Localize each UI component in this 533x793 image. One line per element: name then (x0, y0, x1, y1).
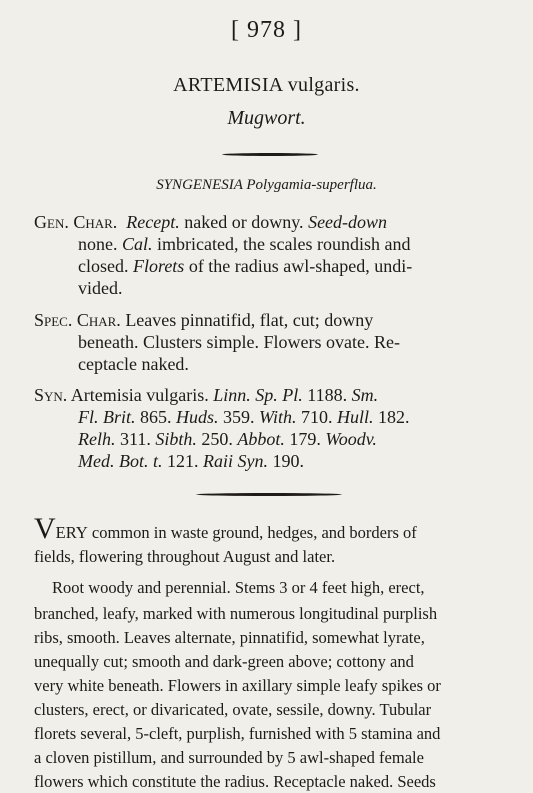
gen-char-line-2: none. Cal. imbricated, the scales roundish and (78, 234, 411, 254)
body-line-8: clusters, erect, or divaricated, ovate, sessile, downy. Tubular (34, 700, 432, 719)
syn-segment: Fl. Brit. (78, 407, 136, 427)
syn-segment: Hull. (337, 407, 374, 427)
syn-segment: Med. Bot. t. (78, 451, 163, 471)
syn-segment: 865. (135, 407, 176, 427)
syn-line-4 (78, 450, 304, 472)
syn-segment: 710. (296, 407, 338, 427)
spec-char-label: Spec. Char. (34, 310, 121, 330)
body-line-11: flowers which constitute the radius. Receptacle naked. Seeds (34, 772, 436, 791)
body-line-5: ribs, smooth. Leaves alternate, pinnatifid, somewhat lyrate, (34, 628, 425, 647)
spec-char-line-2: beneath. Clusters simple. Flowers ovate. Re- (78, 332, 400, 352)
classification: SYNGENESIA Polygamia-superflua. (156, 177, 377, 193)
gen-char-line-4: vided. (78, 278, 123, 298)
syn-line-1: Syn. Artemisia vulgaris. Linn. Sp. Pl. 1188. Sm. (34, 385, 379, 405)
page-title: ARTEMISIA vulgaris. (173, 74, 360, 96)
syn-segment: Huds. (176, 407, 219, 427)
syn-segment: Sibth. (155, 429, 197, 449)
syn-segment: Raii Syn. (202, 451, 268, 471)
syn-segment: 190. (267, 451, 304, 471)
page-number: [ 978 ] (231, 17, 302, 43)
syn-segment: 250. (196, 429, 238, 449)
body-line-1: VERY common in waste ground, hedges, and borders of (34, 512, 417, 545)
body-line-4: branched, leafy, marked with numerous longitudinal purplish (34, 604, 438, 623)
drop-cap: V (34, 512, 56, 545)
body-line-3: Root woody and perennial. Stems 3 or 4 feet high, erect, (52, 578, 425, 597)
spec-char-line-1: Spec. Char. Leaves pinnatifid, flat, cut; downy (34, 310, 374, 330)
gen-char-line-3: closed. Florets of the radius awl-shaped, undi- (78, 256, 413, 276)
syn-segment: 359. (218, 407, 260, 427)
syn-segment: 121. (162, 451, 203, 471)
syn-line-2 (78, 406, 410, 428)
gen-char-label: Gen. Char. (34, 212, 118, 232)
syn-segment: Woodv. (325, 429, 377, 449)
common-name: Mugwort. (227, 107, 306, 129)
gen-char-line-1: Gen. Char. Recept. naked or downy. Seed-down (34, 212, 388, 232)
syn-label: Syn. (34, 385, 68, 405)
ornamental-rule (222, 153, 318, 156)
body-line-7: very white beneath. Flowers in axillary simple leafy spikes or (34, 676, 441, 695)
body-line-10: a cloven pistillum, and surrounded by 5 awl-shaped female (34, 748, 424, 767)
syn-segment: 311. (115, 429, 156, 449)
spec-char-line-3: ceptacle naked. (78, 354, 189, 374)
syn-segment: 182. (373, 407, 410, 427)
ornamental-rule (196, 493, 342, 496)
body-line-2: fields, flowering throughout August and later. (34, 547, 336, 566)
syn-segment: With. (259, 407, 297, 427)
syn-segment: Abbot. (237, 429, 285, 449)
syn-line-3 (78, 428, 377, 450)
body-line-9: florets several, 5-cleft, purplish, furnished with 5 stamina and (34, 724, 441, 743)
syn-segment: Relh. (78, 429, 116, 449)
syn-segment: 179. (284, 429, 326, 449)
body-line-6: unequally cut; smooth and dark-green above; cottony and (34, 652, 414, 671)
